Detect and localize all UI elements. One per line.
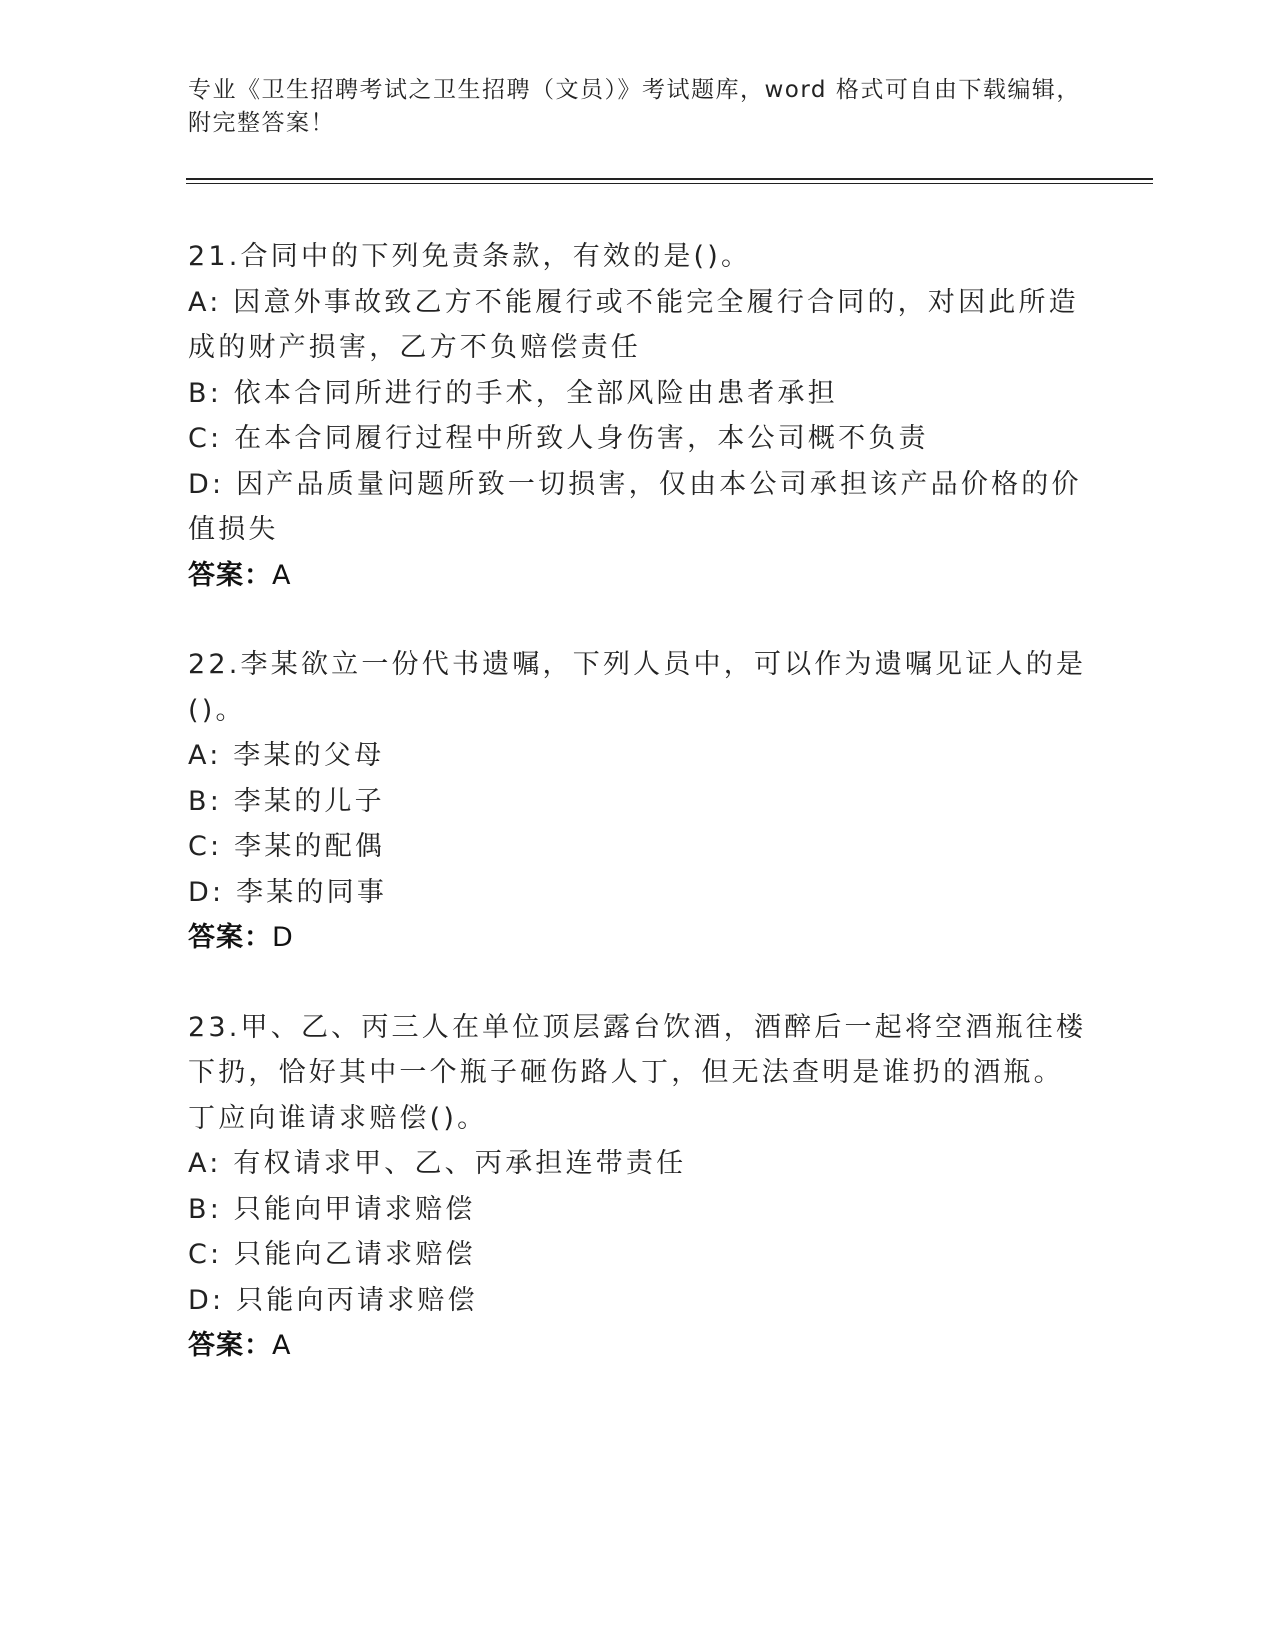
answer-line: [188, 553, 1088, 599]
question-list: [188, 234, 1088, 1413]
option-b: B: 李某的儿子: [188, 785, 385, 817]
header-divider-thick: [186, 178, 1153, 180]
question-stem: 22.李某欲立一份代书遗嘱，下列人员中，可以作为遗嘱见证人的是()。: [188, 649, 1087, 726]
answer-line: [188, 1323, 1088, 1369]
option-d: D: 只能向丙请求赔偿: [188, 1284, 478, 1316]
document-intro: 专业《卫生招聘考试之卫生招聘（文员）》考试题库，word 格式可自由下载编辑，附完整答案！: [188, 77, 1081, 136]
question-stem: 23.甲、乙、丙三人在单位顶层露台饮酒，酒醉后一起将空酒瓶往楼下扔，恰好其中一个瓶子砸伤路人丁，但无法查明是谁扔的酒瓶。丁应向谁请求赔偿()。: [188, 1011, 1087, 1134]
question-stem: 21.合同中的下列免责条款，有效的是()。: [188, 241, 752, 272]
option-c: C: 在本合同履行过程中所致人身伤害，本公司概不负责: [188, 423, 929, 454]
option-c: C: 李某的配偶: [188, 831, 386, 862]
header-divider-thin: [186, 183, 1153, 184]
option-a: A: 有权请求甲、乙、丙承担连带责任: [188, 1148, 687, 1179]
answer-value: A: [272, 559, 292, 591]
option-c: C: 只能向乙请求赔偿: [188, 1239, 476, 1270]
answer-label: 答案：: [188, 922, 272, 953]
answer-label: 答案：: [188, 559, 272, 591]
option-a: A: 因意外事故致乙方不能履行或不能完全履行合同的，对因此所造成的财产损害，乙方不负赔偿责任: [188, 286, 1079, 363]
option-d: D: 因产品质量问题所致一切损害，仅由本公司承担该产品价格的价值损失: [188, 468, 1082, 545]
answer-value: A: [272, 1330, 292, 1361]
option-a: A: 李某的父母: [188, 740, 385, 771]
answer-line: [188, 915, 1088, 961]
option-b: B: 依本合同所进行的手术，全部风险由患者承担: [188, 377, 838, 409]
option-d: D: 李某的同事: [188, 876, 388, 908]
option-b: B: 只能向甲请求赔偿: [188, 1193, 476, 1225]
question-23: [188, 1005, 1088, 1369]
answer-value: D: [272, 922, 294, 953]
question-22: [188, 642, 1088, 961]
question-21: [188, 234, 1088, 598]
answer-label: 答案：: [188, 1330, 272, 1361]
